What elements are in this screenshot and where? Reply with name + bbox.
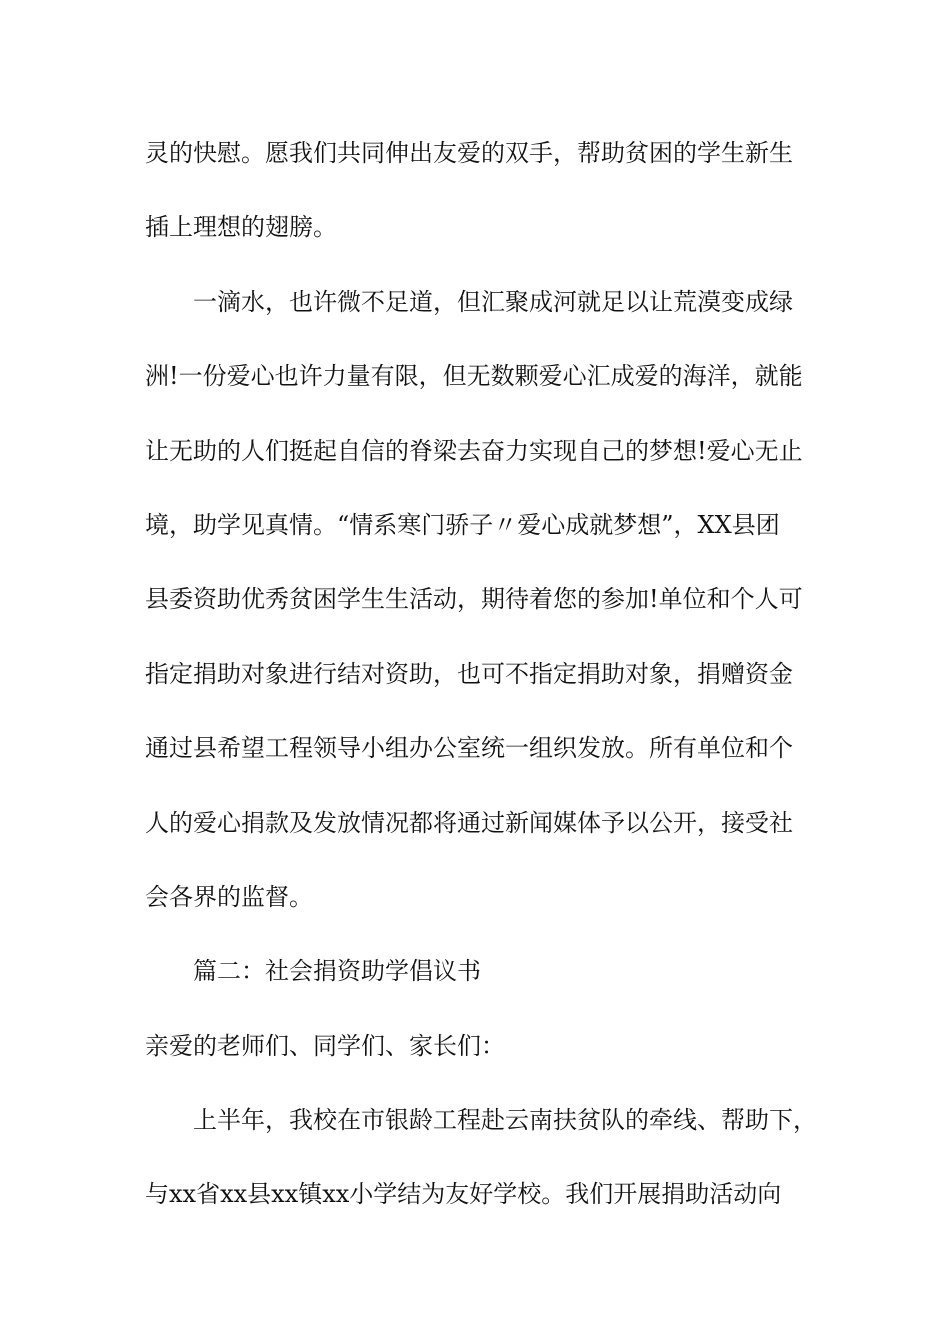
- paragraph-line: 灵的快慰。愿我们共同伸出友爱的双手，帮助贫困的学生新生: [145, 139, 793, 167]
- paragraph-line: 通过县希望工程领导小组办公室统一组织发放。所有单位和个: [145, 734, 793, 763]
- paragraph-line: 插上理想的翅膀。: [145, 213, 337, 242]
- document-body: [145, 116, 835, 1232]
- paragraph-first-line: 一滴水，也许微不足道，但汇聚成河就足以让荒漠变成绿: [193, 287, 793, 316]
- paragraph-line: 县委资助优秀贫困学生生活动，期待着您的参加!单位和个人可: [145, 585, 803, 614]
- paragraph-line: 境，助学见真情。“情系寒门骄子〃爱心成就梦想”，XX县团: [145, 510, 780, 539]
- paragraph-line: 与xx省xx县xx镇xx小学结为友好学校。我们开展捐助活动向: [145, 1180, 782, 1209]
- paragraph-line: 洲!一份爱心也许力量有限，但无数颗爱心汇成爱的海洋，就能: [145, 362, 803, 391]
- paragraph-line: 让无助的人们挺起自信的脊梁去奋力实现自己的梦想!爱心无止: [145, 436, 803, 465]
- salutation: 亲爱的老师们、同学们、家长们：: [145, 1031, 505, 1060]
- paragraph-first-line: 上半年，我校在市银龄工程赴云南扶贫队的牵线、帮助下，: [193, 1106, 817, 1135]
- paragraph-line: 人的爱心捐款及发放情况都将通过新闻媒体予以公开，接受社: [145, 808, 793, 837]
- paragraph-line: 指定捐助对象进行结对资助，也可不指定捐助对象，捐赠资金: [145, 659, 793, 688]
- section-heading: 篇二：社会捐资助学倡议书: [193, 957, 481, 986]
- paragraph-line: 会各界的监督。: [145, 882, 313, 911]
